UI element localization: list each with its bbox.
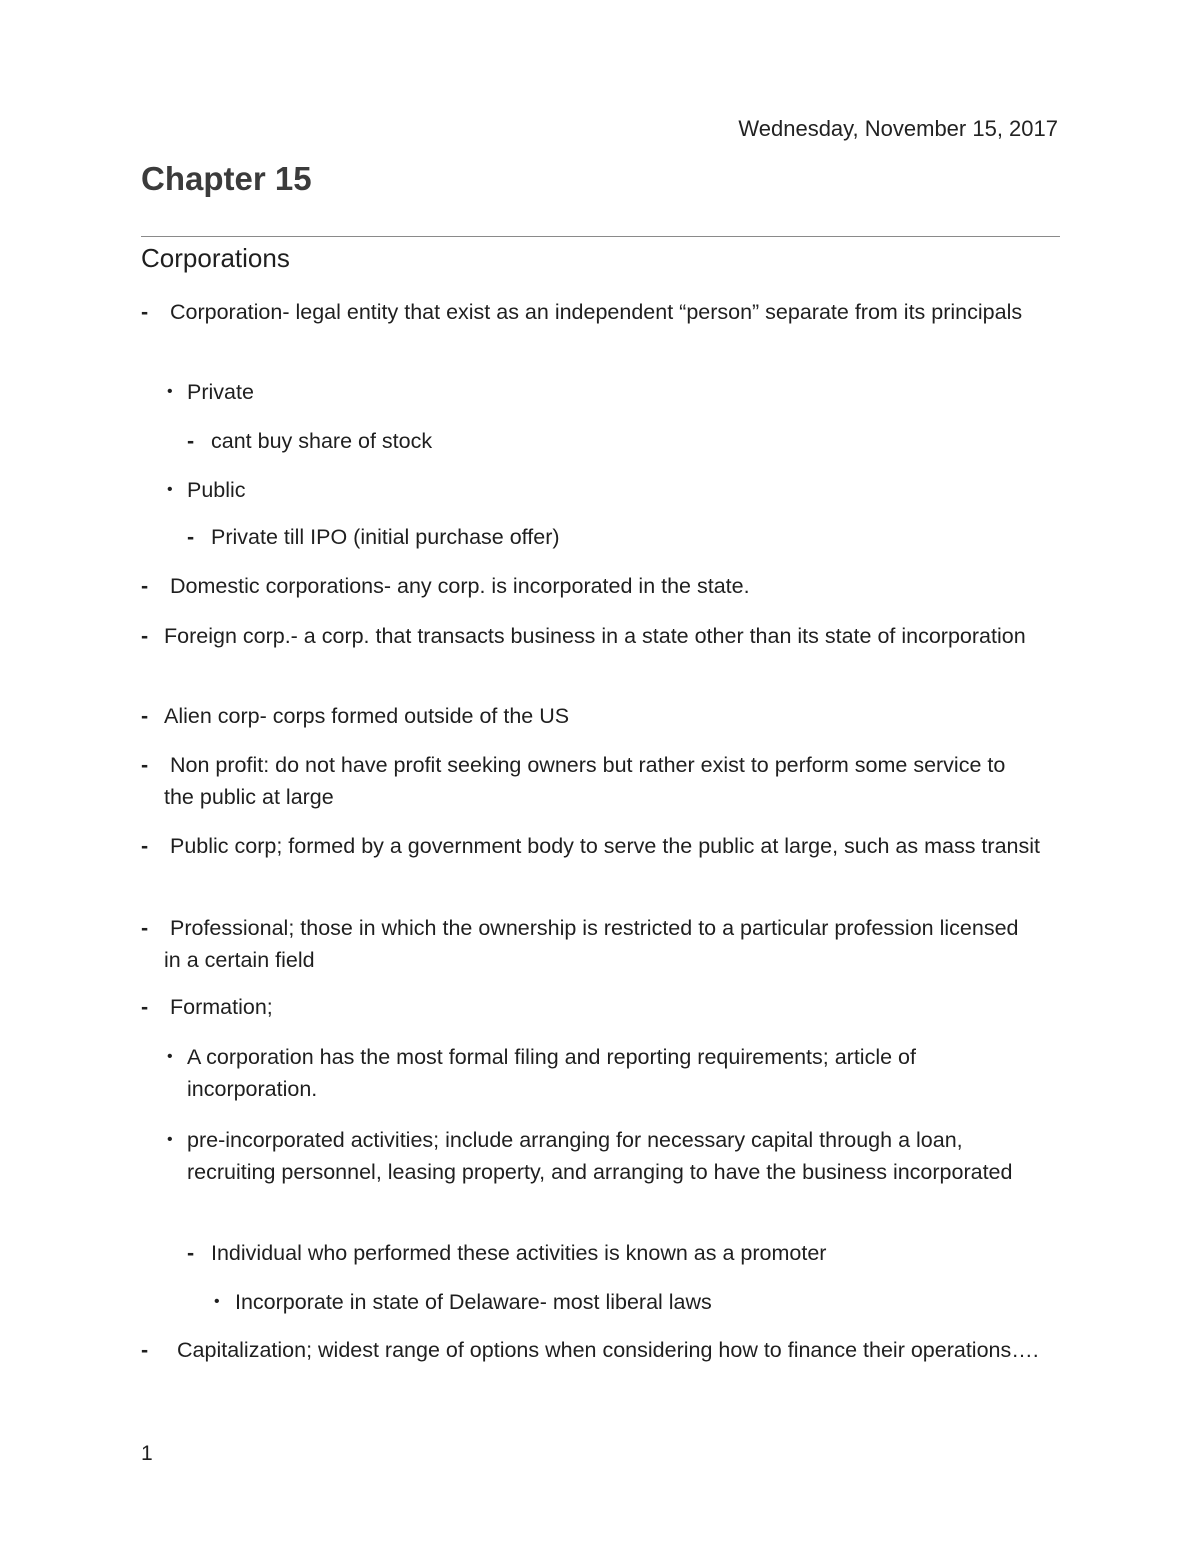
bullet-marker: • [167,383,173,400]
note-text: Individual who performed these activities is known as a promoter [211,1241,827,1265]
title-divider [141,236,1060,237]
dash-marker: - [141,1338,149,1362]
note-item-formation [141,991,1041,1023]
note-item-private [167,376,1037,408]
note-item-foreign [141,620,1041,652]
note-item-public-corp [141,830,1041,862]
note-item-public-detail [187,521,1037,553]
dash-marker: - [187,525,195,549]
note-text: cant buy share of stock [211,429,433,453]
dash-marker: - [187,429,195,453]
note-item-domestic [141,570,1041,602]
note-item-private-detail [187,425,1037,457]
section-heading: Corporations [141,243,290,273]
dash-marker: - [141,704,149,728]
note-item-promoter [187,1237,1037,1269]
note-text: Domestic corporations- any corp. is incorporated in the state. [170,574,750,598]
note-item-delaware [214,1286,1034,1318]
note-date: Wednesday, November 15, 2017 [738,116,1058,141]
page-number: 1 [141,1442,153,1465]
dash-marker: - [141,753,149,777]
note-text: Incorporate in state of Delaware- most liberal laws [235,1290,712,1314]
dash-marker: - [141,834,149,858]
dash-marker: - [141,624,149,648]
dash-marker: - [141,995,149,1019]
note-item-public [167,474,1037,506]
note-text: Formation; [170,995,273,1019]
note-text: Capitalization; widest range of options when considering how to finance their operations…. [177,1338,1039,1362]
bullet-marker: • [167,1048,173,1065]
note-item-alien [141,700,1041,732]
note-text: A corporation has the most formal filing and reporting requirements; article of incorporation. [187,1045,916,1101]
dash-marker: - [141,300,149,324]
note-item-professional [141,912,1041,976]
note-text: Private till IPO (initial purchase offer) [211,525,560,549]
bullet-marker: • [167,481,173,498]
note-text: Alien corp- corps formed outside of the US [164,704,570,728]
dash-marker: - [141,916,149,940]
dash-marker: - [187,1241,195,1265]
note-item-formal-filing [167,1041,1027,1105]
bullet-marker: • [214,1293,220,1310]
dash-marker: - [141,574,149,598]
note-item-capitalization [141,1334,1041,1366]
note-text: Public corp; formed by a government body to serve the public at large, such as mass transit [170,834,1040,858]
note-item-corporation [141,296,1041,328]
note-text: Professional; those in which the ownership is restricted to a particular profession licensed in a certain field [164,916,1019,972]
note-text: Corporation- legal entity that exist as an independent “person” separate from its principals [170,300,1023,324]
bullet-marker: • [167,1131,173,1148]
note-item-nonprofit [141,749,1041,813]
note-text: Private [187,380,254,404]
note-text: pre-incorporated activities; include arranging for necessary capital through a loan, recruiting personnel, leasing property, and arranging to have the business incorporated [187,1128,1013,1184]
note-text: Public [187,478,246,502]
note-text: Foreign corp.- a corp. that transacts business in a state other than its state of incorporation [164,624,1026,648]
chapter-title: Chapter 15 [141,160,312,197]
note-item-pre-incorporated [167,1124,1057,1188]
note-text: Non profit: do not have profit seeking owners but rather exist to perform some service to the public at large [164,753,1006,809]
